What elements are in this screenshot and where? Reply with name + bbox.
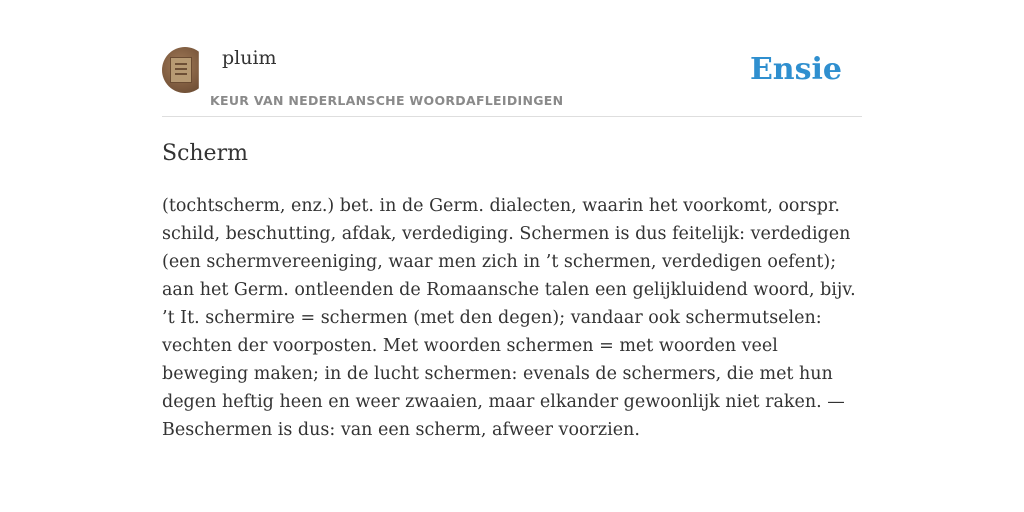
header xyxy=(162,0,862,117)
entry-title: Scherm xyxy=(162,141,248,166)
page xyxy=(162,0,862,512)
brand-logo[interactable]: Ensie xyxy=(749,52,842,87)
avatar[interactable] xyxy=(162,47,208,93)
username-link[interactable]: pluim xyxy=(222,47,277,69)
source-link[interactable]: KEUR VAN NEDERLANSCHE WOORDAFLEIDINGEN xyxy=(210,93,564,108)
entry-definition: (tochtscherm, enz.) bet. in de Germ. dialecten, waarin het voorkomt, oorspr. schild, beschutting, afdak, verdediging. Schermen is dus feitelijk: verdedigen (een schermvereeniging, waar men zich in ’t schermen, verdedigen oefent); aan het Germ. ontleenden de Romaansche talen een gelijkluidend woord, bijv. ’t It. schermire = schermen (met den degen); vandaar ook schermutselen: vechten der voorposten. Met woorden schermen = met woorden veel beweging maken; in de lucht schermen: evenals de schermers, die met hun degen heftig heen en weer zwaaien, maar elkander gewoonlijk niet raken. — Beschermen is dus: van een scherm, afweer voorzien. xyxy=(162,196,856,440)
avatar-image xyxy=(170,57,192,83)
